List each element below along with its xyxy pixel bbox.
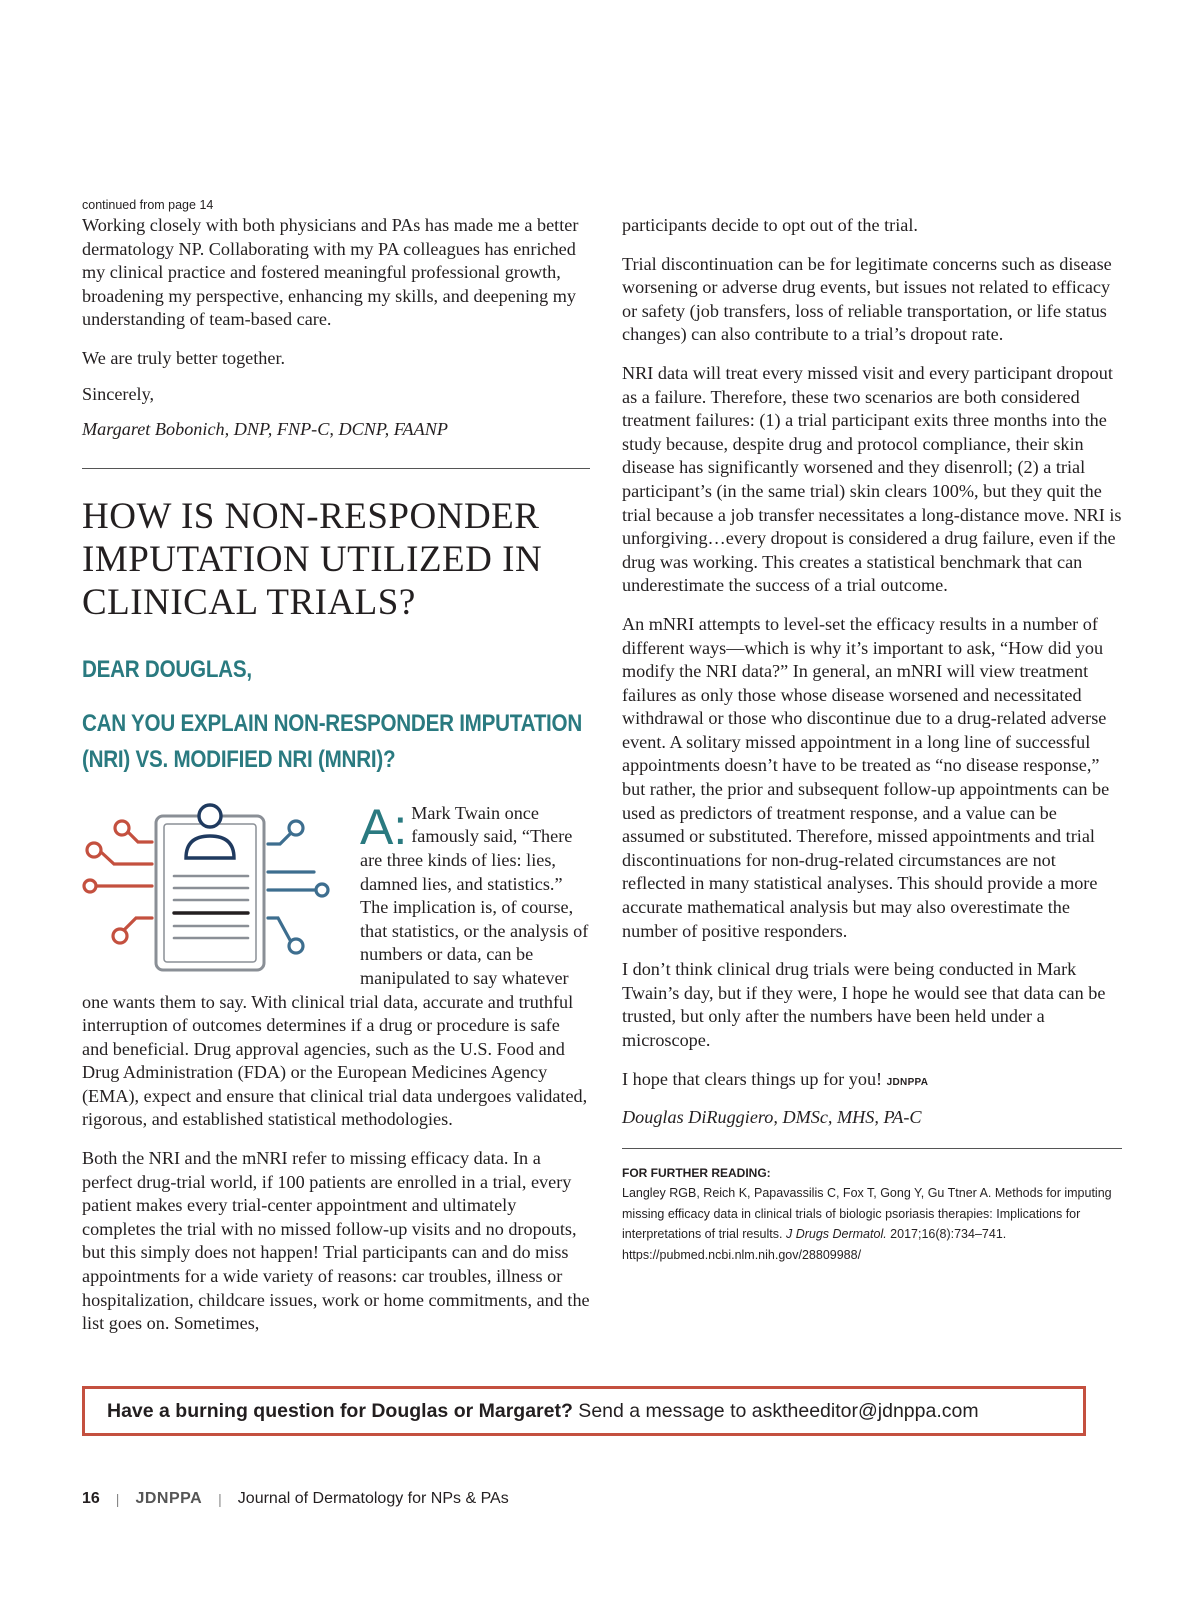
citation-text: Langley RGB, Reich K, Papavassilis C, Fox T, Gong Y, Gu Ttner A. Methods for imputing missing efficacy data in clinical trials of biologic psoriasis therapies: Implications for interpretations of trial results. xyxy=(622,1186,1112,1242)
answer-drop-cap: A: xyxy=(360,798,408,855)
callout-email[interactable]: Send a message to asktheeditor@jdnppa.com xyxy=(572,1400,979,1422)
footer-separator: | xyxy=(115,1491,120,1507)
page-footer xyxy=(82,1490,509,1508)
clinical-data-clipboard-icon xyxy=(82,802,344,982)
article-headline: HOW IS NON-RESPONDER IMPUTATION UTILIZED IN CLINICAL TRIALS? xyxy=(82,495,543,623)
letter-paragraph: Sincerely, xyxy=(82,383,155,404)
answer-block xyxy=(82,798,590,1147)
page-number: 16 xyxy=(82,1490,100,1507)
further-reading-citation xyxy=(622,1183,1122,1265)
citation-journal: J Drugs Dermatol. xyxy=(785,1227,887,1242)
left-column xyxy=(82,214,590,1351)
callout-question: Have a burning question for Douglas or Margaret? xyxy=(107,1400,573,1422)
closing-text: I hope that clears things up for you! xyxy=(622,1068,883,1089)
letter-paragraph: Working closely with both physicians and PAs has made me a better dermatology NP. Collaborating with my PA colleagues has enriched my clinical practice and fostered meaningful professional growth, broadening my perspective, enhancing my skills, and deepening my understanding of team-based care. xyxy=(82,215,579,330)
body-paragraph: Both the NRI and the mNRI refer to missing efficacy data. In a perfect drug-trial world, if 100 patients are enrolled in a trial, every patient makes every trial-center appointment and ultimately completes the trial with no missed follow-up visits and no dropouts, but this simply does not happen! Trial participants can and do miss appointments for a wide variety of reasons: car troubles, illness or hospitalization, childcare issues, work or home commitments, and the list goes on. Sometimes, xyxy=(82,1148,590,1334)
ask-editor-callout xyxy=(82,1386,1086,1436)
further-reading xyxy=(622,1148,1122,1266)
body-paragraph: I don’t think clinical drug trials were being conducted in Mark Twain’s day, but if they were, I hope he would see that data can be trusted, but only after the numbers have been held under a microscope. xyxy=(622,959,1106,1050)
body-paragraph: participants decide to opt out of the trial. xyxy=(622,215,918,235)
body-paragraph: An mNRI attempts to level-set the efficacy results in a number of different ways—which is why it’s important to ask, “How did you modify the NRI data?” In general, an mNRI will view treatment failures as only those whose disease worsened and necessitated withdrawal or those who discontinue due to a drug-related adverse event. A solitary missed appointment in a long line of successful appointments doesn’t have to be treated as “no disease response,” but rather, the prior and subsequent follow-up appointments can be used as predictors of treatment response, and a value can be assumed or substituted. Therefore, missed appointments and trial discontinuations for non-drug-related circumstances are not reflected in many statistical analyses. This should provide a more accurate mathematical analysis but may also overestimate the number of positive responders. xyxy=(622,613,1110,941)
right-column xyxy=(622,214,1122,1265)
closing-brand-tag: JDNPPA xyxy=(886,1076,929,1088)
further-reading-title: FOR FURTHER READING: xyxy=(622,1165,771,1180)
citation-link[interactable]: 2017;16(8):734–741. https://pubmed.ncbi.nlm.nih.gov/28809988/ xyxy=(622,1227,1007,1262)
closing-line xyxy=(622,1068,1122,1095)
section-divider xyxy=(82,468,590,469)
body-paragraph: NRI data will treat every missed visit and every participant dropout as a failure. Therefore, these two scenarios are both considered treatment failures: (1) a trial participant exits three months into the study because, despite drug and protocol compliance, their skin disease has significantly worsened and they disenroll; (2) a trial participant’s (in the same trial) skin clears 100%, but they quit the trial because a job transfer necessitates a long-distance move. NRI is unforgiving…every dropout is considered a drug failure, even if the drug was working. This creates a statistical benchmark that can underestimate the success of a trial outcome. xyxy=(622,362,1122,596)
letter-signature: Margaret Bobonich, DNP, FNP-C, DCNP, FAANP xyxy=(82,419,448,440)
answer-paragraph: Mark Twain once famously said, “There are three kinds of lies: lies, damned lies, and statistics.” The implication is, of course, that statistics, or the analysis of numbers or data, can be manipulated to say whatever one wants them to say. With clinical trial data, accurate and truthful interruption of outcomes determines if a drug or procedure is safe and beneficial. Drug approval agencies, such as the U.S. Food and Drug Administration (FDA) or the European Medicines Agency (EMA), expect and ensure that clinical trial data undergoes validated, rigorous, and established statistical methodologies. xyxy=(82,802,589,1130)
letter-paragraph: We are truly better together. xyxy=(82,347,286,368)
salutation: DEAR DOUGLAS, xyxy=(82,655,252,683)
footer-separator: | xyxy=(218,1491,222,1507)
body-paragraph: Trial discontinuation can be for legitimate concerns such as disease worsening or adverse drug events, but issues not related to efficacy or safety (job transfers, loss of reliable transportation, or life status changes) can also contribute to a trial’s dropout rate. xyxy=(622,253,1112,345)
continued-note: continued from page 14 xyxy=(82,198,214,212)
answer-signature: Douglas DiRuggiero, DMSc, MHS, PA-C xyxy=(622,1107,922,1128)
footer-journal: Journal of Dermatology for NPs & PAs xyxy=(237,1490,509,1507)
footer-brand: JDNPPA xyxy=(135,1490,203,1507)
question: CAN YOU EXPLAIN NON-RESPONDER IMPUTATION (NRI) VS. MODIFIED NRI (MNRI)? xyxy=(82,709,582,773)
